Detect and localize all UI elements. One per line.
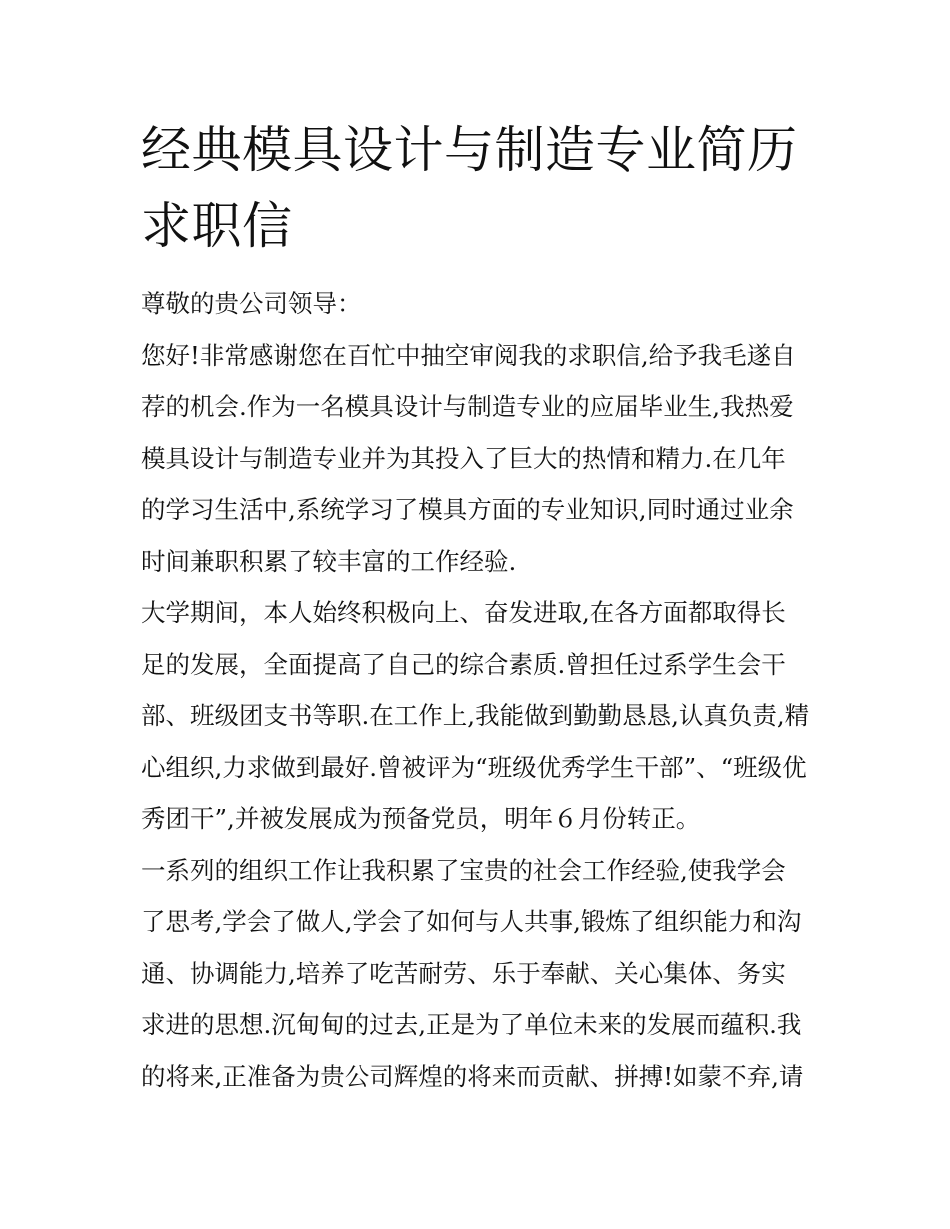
document-page [141, 0, 811, 1229]
title-line: 求职信 [141, 197, 293, 255]
paragraph-line: 的将来,正准备为贵公司辉煌的将来而贡献、拼搏!如蒙不弃,请 [141, 1061, 804, 1091]
paragraph-line: 的学习生活中,系统学习了模具方面的专业知识,同时通过业余 [141, 495, 794, 524]
paragraph-line: 足的发展，全面提高了自己的综合素质.曾担任过系学生会干 [141, 649, 786, 679]
paragraph-line: 一系列的组织工作让我积累了宝贵的社会工作经验,使我学会 [141, 855, 786, 885]
paragraph-line: 您好!非常感谢您在百忙中抽空审阅我的求职信,给予我毛遂自 [141, 340, 796, 370]
document-title [141, 112, 811, 264]
paragraph-line: 了思考,学会了做人,学会了如何与人共事,锻炼了组织能力和沟 [141, 907, 802, 936]
title-line: 经典模具设计与制造专业简历 [141, 121, 798, 179]
paragraph-line: 大学期间，本人始终积极向上、奋发进取,在各方面都取得长 [141, 598, 786, 627]
paragraph-line: 秀团干”,并被发展成为预备党员，明年６月份转正。 [141, 804, 701, 833]
paragraph-line: 荐的机会.作为一名模具设计与制造专业的应届毕业生,我热爱 [141, 392, 794, 421]
salutation: 尊敬的贵公司领导： [141, 289, 362, 318]
paragraph-line: 部、班级团支书等职.在工作上,我能做到勤勤恳恳,认真负责,精 [141, 701, 810, 730]
paragraph-line: 心组织,力求做到最好.曾被评为“班级优秀学生干部”、“班级优 [141, 752, 807, 782]
paragraph-line: 模具设计与制造专业并为其投入了巨大的热情和精力.在几年 [141, 443, 786, 473]
paragraph-line: 通、协调能力,培养了吃苦耐劳、乐于奉献、关心集体、务实 [141, 958, 786, 988]
paragraph-line: 求进的思想.沉甸甸的过去,正是为了单位未来的发展而蕴积.我 [141, 1010, 802, 1039]
letter-body [141, 278, 811, 1102]
paragraph-line: 时间兼职积累了较丰富的工作经验. [141, 546, 517, 576]
